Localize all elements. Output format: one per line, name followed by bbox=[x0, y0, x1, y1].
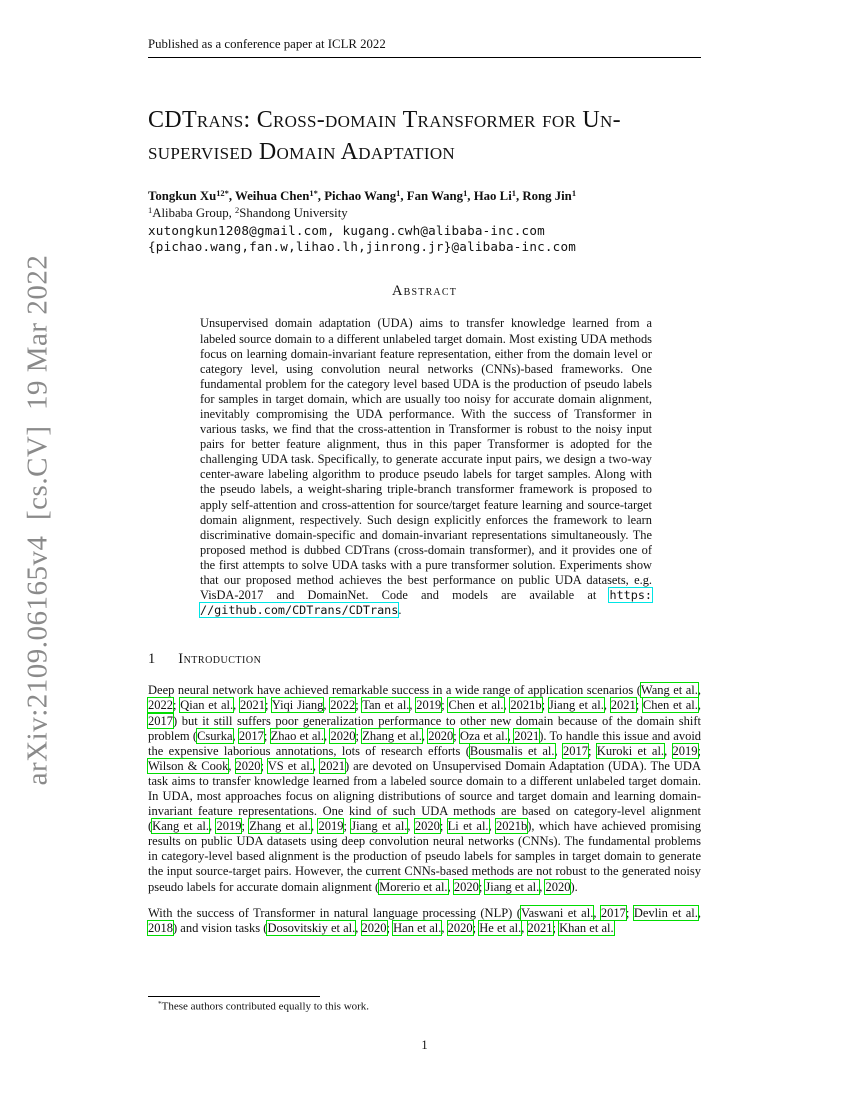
section-label: Introduction bbox=[178, 651, 262, 668]
citation-link[interactable]: Zhang et al. bbox=[362, 728, 422, 743]
citation-link[interactable]: 2020 bbox=[361, 920, 387, 935]
text-segment: , bbox=[233, 698, 240, 713]
text-segment: , bbox=[447, 879, 454, 894]
citation-link[interactable]: Han et al. bbox=[393, 920, 442, 935]
citation-link[interactable]: Wilson & Cook bbox=[148, 758, 229, 773]
text-segment: With the success of Transformer in natural language processing (NLP) ( bbox=[148, 905, 521, 920]
text-segment: ; bbox=[355, 728, 363, 743]
citation-link[interactable]: 2020 bbox=[428, 728, 454, 743]
citation-link[interactable]: He et al. bbox=[479, 920, 522, 935]
text-segment: , bbox=[593, 905, 601, 920]
citation-link[interactable]: 2017 bbox=[600, 905, 626, 920]
page-number: 1 bbox=[421, 1038, 428, 1052]
email-line-1: xutongkun1208@gmail.com, kugang.cwh@alibaba-inc.com bbox=[148, 222, 545, 238]
text-segment: , bbox=[539, 879, 546, 894]
citation-link[interactable]: 2020 bbox=[447, 920, 473, 935]
superscript-marker: 12* bbox=[216, 188, 229, 198]
superscript-marker: 1* bbox=[309, 188, 318, 198]
citation-link[interactable]: 2017 bbox=[148, 713, 173, 728]
text-segment: , bbox=[355, 920, 362, 935]
citation-link[interactable]: 2021 bbox=[610, 698, 636, 713]
text-segment: ) but it still suffers poor generalization performance to other new domain because of the domain shift problem ( bbox=[148, 713, 701, 743]
text-segment: ; bbox=[173, 698, 181, 713]
citation-link[interactable]: Chen et al. bbox=[642, 698, 698, 713]
citation-link[interactable]: Qian et al. bbox=[180, 698, 234, 713]
text-segment: , bbox=[515, 189, 523, 204]
url-link[interactable]: https: bbox=[609, 588, 652, 603]
superscript-marker: * bbox=[158, 1000, 162, 1008]
text-segment: , bbox=[697, 905, 701, 920]
text-segment: , bbox=[409, 698, 417, 713]
citation-link[interactable]: 2022 bbox=[330, 698, 356, 713]
citation-link[interactable]: Wang et al. bbox=[640, 683, 698, 698]
text-segment: , bbox=[603, 698, 611, 713]
text-segment: Tongkun Xu bbox=[148, 189, 217, 204]
abstract-body bbox=[200, 316, 652, 618]
page-content bbox=[148, 0, 701, 936]
citation-link[interactable]: Kuroki et al. bbox=[596, 743, 665, 758]
citation-link[interactable]: 2019 bbox=[318, 819, 344, 834]
footnote-block bbox=[148, 996, 701, 1013]
citation-link[interactable]: Tan et al. bbox=[362, 698, 410, 713]
citation-link[interactable]: 2020 bbox=[545, 879, 571, 894]
header-rule bbox=[148, 57, 701, 58]
text-segment: ; bbox=[264, 698, 272, 713]
text-segment: ; bbox=[263, 728, 271, 743]
footnote-rule bbox=[148, 996, 320, 997]
text-segment: ; bbox=[453, 728, 460, 743]
citation-link[interactable]: 2020 bbox=[414, 819, 440, 834]
text-segment: , bbox=[323, 698, 331, 713]
email-line-2: {pichao.wang,fan.w,lihao.lh,jinrong.jr}@alibaba-inc.com bbox=[148, 239, 577, 255]
citation-link[interactable]: 2020 bbox=[235, 758, 261, 773]
citation-link[interactable]: Vaswani et al. bbox=[520, 905, 594, 920]
text-segment: , bbox=[441, 920, 448, 935]
text-segment: ) are devoted on Unsupervised Domain Adaptation (UDA). The UDA task aims to transfer knowledge learned from a labeled source domain to a different unlabeled target domain. In UDA, most approaches focus on aligning distributions of source and target domain and learning domain-invariant feature representations. One kind of such UDA methods are based on category-level alignment ( bbox=[148, 758, 701, 834]
paper-title-line-1: CDTrans: Cross-domain Transformer for Un- bbox=[148, 107, 621, 133]
citation-link[interactable]: Jiang et al. bbox=[548, 698, 604, 713]
citation-link[interactable]: 2019 bbox=[416, 698, 442, 713]
text-segment: ; bbox=[552, 920, 560, 935]
superscript-marker: 1 bbox=[396, 188, 401, 198]
text-segment: ). bbox=[570, 879, 578, 894]
text-segment: ; bbox=[478, 879, 486, 894]
intro-paragraph-1 bbox=[148, 683, 701, 894]
text-segment: ; bbox=[386, 920, 394, 935]
running-header: Published as a conference paper at ICLR 2022 bbox=[148, 37, 386, 51]
authors-line bbox=[148, 188, 701, 204]
superscript-marker: 2 bbox=[235, 205, 240, 216]
text-segment: ; bbox=[587, 743, 597, 758]
text-segment: ; bbox=[241, 819, 250, 834]
text-segment: ; bbox=[697, 743, 702, 758]
citation-link[interactable]: 2021 bbox=[319, 758, 345, 773]
citation-link[interactable]: Khan et al. bbox=[559, 920, 614, 935]
citation-link[interactable]: Jiang et al. bbox=[485, 879, 540, 894]
citation-link[interactable]: 2019 bbox=[216, 819, 242, 834]
text-segment: , bbox=[228, 758, 236, 773]
citation-link[interactable]: Yiqi Jiang bbox=[271, 698, 324, 713]
text-segment: ; bbox=[625, 905, 634, 920]
citation-link[interactable]: VS et al. bbox=[267, 758, 313, 773]
paper-title-line-2: supervised Domain Adaptation bbox=[148, 139, 455, 165]
citation-link[interactable]: 2018 bbox=[148, 920, 173, 935]
citation-link[interactable]: 2017 bbox=[562, 743, 588, 758]
text-segment: ), which have achieved promising results on public UDA datasets using deep convolution neural networks (CNNs). The fundamental problems in category-level based alignment is the production of pseudo labels for samples in target domain to generate the input source-target pairs. However, the current CNNs-based methods are not robust to the generated noisy pseudo labels for accurate domain alignment ( bbox=[148, 819, 702, 894]
text-segment: ; bbox=[541, 698, 549, 713]
text-segment: Unsupervised domain adaptation (UDA) aims to transfer knowledge learned from a labeled source domain to a different unlabeled target domain. Most existing UDA methods focus on learning domain-invariant feature representation, either from the domain level or category level, using convolution neural networks (CNNs)-based frameworks. One fundamental problem for the category level based UDA is the production of pseudo labels for samples in target domain, which are usually too noisy for accurate domain alignment, inevitably compromising the UDA performance. With the success of Transformer in various tasks, we find that the cross-attention in Transformer is robust to the noisy input pairs for better feature alignment, thus in this paper Transformer is adopted for the challenging UDA task. Specifically, to generate accurate input pairs, we design a two-way center-aware labeling algorithm to produce pseudo labels for target samples. Along with the pseudo labels, a weight-sharing triple-branch transformer framework is proposed to apply self-attention and cross-attention for source/target feature learning and source-target domain alignment, respectively. Such design explicitly enforces the framework to learn discriminative domain-specific and domain-invariant representations simultaneously. The proposed method is dubbed CDTrans (cross-domain transformer), and it provides one of the first attempts to solve UDA tasks with a pure transformer solution. Experiments show that our proposed method achieves the best performance on public UDA datasets, e.g. VisDA-2017 and DomainNet. Code and models are available at bbox=[200, 316, 652, 603]
text-segment: ; bbox=[260, 758, 268, 773]
text-segment: ; bbox=[439, 819, 448, 834]
citation-link[interactable]: 2020 bbox=[453, 879, 479, 894]
text-segment: , bbox=[312, 758, 320, 773]
superscript-marker: 1 bbox=[463, 188, 468, 198]
arxiv-watermark: arXiv:2109.06165v4 [cs.CV] 19 Mar 2022 bbox=[21, 254, 54, 786]
text-segment: Pichao Wang bbox=[324, 189, 397, 204]
text-segment: , bbox=[421, 728, 429, 743]
citation-link[interactable]: 2021 bbox=[514, 728, 540, 743]
citation-link[interactable]: 2021b bbox=[510, 698, 542, 713]
text-segment: , bbox=[400, 189, 407, 204]
text-segment: Rong Jin bbox=[522, 189, 572, 204]
text-segment: ; bbox=[355, 698, 363, 713]
citation-link[interactable]: Morerio et al. bbox=[379, 879, 448, 894]
intro-paragraph-2 bbox=[148, 906, 701, 936]
superscript-marker: 1 bbox=[148, 205, 153, 216]
text-segment: Hao Li bbox=[473, 189, 512, 204]
url-link[interactable]: //github.com/CDTrans/CDTrans bbox=[200, 603, 399, 618]
citation-link[interactable]: Devlin et al. bbox=[633, 905, 698, 920]
text-segment: , bbox=[488, 819, 496, 834]
section-heading-introduction bbox=[148, 651, 701, 668]
citation-link[interactable]: 2017 bbox=[238, 728, 264, 743]
text-segment: , bbox=[507, 728, 515, 743]
text-segment: ) and vision tasks ( bbox=[173, 920, 268, 935]
text-segment: Deep neural network have achieved remarkable success in a wide range of application scenarios ( bbox=[148, 683, 641, 698]
citation-link[interactable]: Zhao et al. bbox=[270, 728, 325, 743]
citation-link[interactable]: Csurka bbox=[197, 728, 233, 743]
citation-link[interactable]: Kang et al. bbox=[152, 819, 210, 834]
text-segment: Shandong University bbox=[239, 206, 348, 221]
citation-link[interactable]: Jiang et al. bbox=[351, 819, 408, 834]
paper-title bbox=[148, 104, 701, 168]
citation-link[interactable]: 2020 bbox=[330, 728, 356, 743]
section-number: 1 bbox=[148, 651, 156, 668]
text-segment: , bbox=[324, 728, 331, 743]
abstract-heading: Abstract bbox=[391, 283, 458, 300]
text-segment: , bbox=[407, 819, 415, 834]
citation-link[interactable]: 2022 bbox=[148, 698, 173, 713]
citation-link[interactable]: Li et al. bbox=[447, 819, 489, 834]
text-segment: Alibaba Group, bbox=[152, 206, 236, 221]
text-segment: , bbox=[317, 189, 325, 204]
text-segment: , bbox=[554, 743, 563, 758]
citation-link[interactable]: Dosovitskiy et al. bbox=[267, 920, 356, 935]
text-segment: , bbox=[209, 819, 217, 834]
text-segment: , bbox=[467, 189, 474, 204]
text-segment: , bbox=[697, 683, 701, 698]
citation-link[interactable]: Zhang et al. bbox=[249, 819, 312, 834]
citation-link[interactable]: Oza et al. bbox=[459, 728, 508, 743]
superscript-marker: 1 bbox=[511, 188, 516, 198]
text-segment: Fan Wang bbox=[406, 189, 464, 204]
text-segment: , bbox=[228, 189, 236, 204]
text-segment: , bbox=[521, 920, 528, 935]
text-segment: Weihua Chen bbox=[235, 189, 310, 204]
text-segment: ; bbox=[343, 819, 352, 834]
citation-link[interactable]: Chen et al. bbox=[448, 698, 504, 713]
footnote-text bbox=[158, 1000, 701, 1013]
citation-link[interactable]: 2021b bbox=[496, 819, 528, 834]
affiliations-line bbox=[148, 205, 701, 221]
citation-link[interactable]: 2021 bbox=[239, 698, 265, 713]
text-segment: , bbox=[697, 698, 702, 713]
text-segment: ; bbox=[472, 920, 480, 935]
text-segment: , bbox=[232, 728, 239, 743]
citation-link[interactable]: Bousmalis et al. bbox=[469, 743, 555, 758]
text-segment: ). To handle this issue and avoid the expensive laborious annotations, lots of research efforts ( bbox=[148, 728, 702, 758]
text-segment: , bbox=[664, 743, 673, 758]
text-segment: ; bbox=[635, 698, 643, 713]
text-segment: , bbox=[311, 819, 319, 834]
superscript-marker: 1 bbox=[571, 188, 577, 198]
text-segment: , bbox=[503, 698, 511, 713]
text-segment: These authors contributed equally to this work. bbox=[161, 1000, 370, 1013]
citation-link[interactable]: 2019 bbox=[672, 743, 698, 758]
text-segment: . bbox=[398, 603, 402, 618]
citation-link[interactable]: 2021 bbox=[527, 920, 553, 935]
text-segment: ; bbox=[441, 698, 449, 713]
